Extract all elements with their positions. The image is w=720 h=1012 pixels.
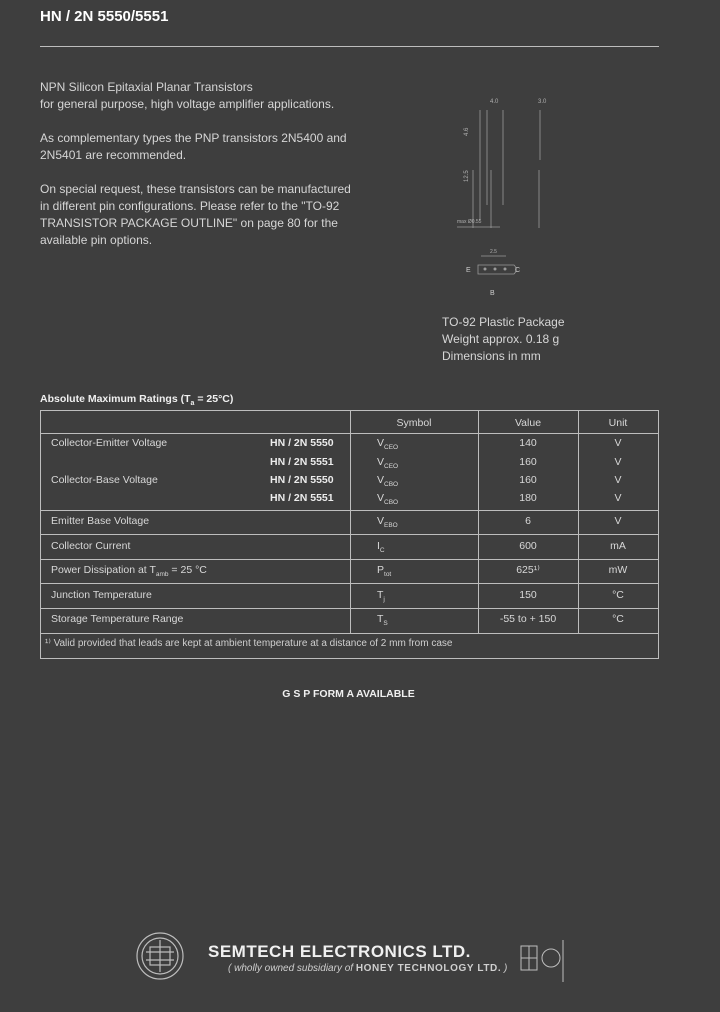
param-text: Power Dissipation at T	[51, 564, 156, 576]
caption-line: Dimensions in mm	[442, 349, 541, 363]
row-symbol	[377, 564, 391, 578]
param-sub: amb	[155, 571, 169, 579]
row-type: HN / 2N 5551	[270, 456, 334, 468]
row-value: 6	[525, 515, 531, 527]
intro-line: As complementary types the PNP transistors 2N5400 and	[40, 131, 347, 145]
availability-note: G S P FORM A AVAILABLE	[282, 688, 415, 700]
row-value: 140	[519, 437, 537, 449]
row-param: Junction Temperature	[51, 589, 152, 601]
intro-paragraph-1	[40, 79, 334, 113]
row-symbol	[377, 589, 385, 603]
title-rule	[40, 46, 659, 47]
ratings-title-suffix: = 25°C)	[194, 393, 234, 405]
table-divider	[41, 534, 658, 535]
ratings-table	[40, 410, 659, 659]
page-title: HN / 2N 5550/5551	[40, 8, 169, 25]
semtech-logo-icon	[133, 930, 191, 982]
row-unit: V	[614, 492, 622, 504]
row-param: Emitter Base Voltage	[51, 515, 150, 527]
row-unit: V	[614, 474, 622, 486]
intro-line: 2N5401 are recommended.	[40, 148, 187, 162]
row-value: -55 to + 150	[499, 613, 557, 625]
intro-line: in different pin configurations. Please refer to the "TO-92	[40, 199, 340, 213]
row-symbol	[377, 474, 398, 488]
symbol-letter: T	[377, 589, 384, 601]
table-divider	[41, 510, 658, 511]
symbol-letter: V	[377, 456, 385, 468]
caption-line: TO-92 Plastic Package	[442, 315, 565, 329]
dim-lead-width-label: max Ø0.55	[457, 219, 482, 225]
table-divider	[350, 411, 351, 633]
row-symbol	[377, 540, 385, 554]
row-type: HN / 2N 5551	[270, 492, 334, 504]
dim-side-label: 3.0	[538, 99, 547, 105]
row-param: Collector Current	[51, 540, 131, 552]
table-divider	[41, 559, 658, 560]
ratings-title-prefix: Absolute Maximum Ratings (T	[40, 393, 191, 405]
row-param: Storage Temperature Range	[51, 613, 184, 625]
row-unit: °C	[612, 613, 624, 625]
cert-mark-circle	[542, 949, 560, 967]
intro-line: NPN Silicon Epitaxial Planar Transistors	[40, 80, 253, 94]
symbol-sub: tot	[384, 571, 392, 579]
row-symbol	[377, 515, 398, 529]
package-caption	[442, 314, 565, 365]
symbol-sub: EBO	[384, 522, 398, 530]
row-value: 180	[519, 492, 537, 504]
symbol-letter: V	[377, 437, 385, 449]
row-unit: V	[614, 456, 622, 468]
row-unit: °C	[612, 589, 624, 601]
subsidiary-note	[228, 963, 507, 974]
param-suffix: = 25 °C	[168, 564, 207, 576]
row-symbol	[377, 456, 398, 470]
dim-pitch-label: 2.5	[490, 249, 497, 255]
symbol-letter: V	[377, 515, 385, 527]
table-divider	[41, 633, 658, 634]
table-divider	[41, 583, 658, 584]
col-header-value: Value	[514, 417, 542, 429]
row-param: Collector-Emitter Voltage	[51, 437, 168, 449]
subsidiary-prefix: ( wholly owned subsidiary of	[228, 963, 356, 974]
caption-line: Weight approx. 0.18 g	[442, 332, 560, 346]
pin-dot	[484, 268, 487, 271]
table-divider	[41, 608, 658, 609]
symbol-letter: V	[377, 474, 385, 486]
pin-label-c: C	[515, 267, 521, 274]
dim-height-label: 4.6	[464, 127, 470, 136]
symbol-sub: CEO	[384, 444, 399, 452]
symbol-sub: C	[379, 547, 385, 555]
symbol-sub: S	[383, 620, 388, 628]
dim-width-label: 4.0	[490, 99, 499, 105]
symbol-letter: V	[377, 492, 385, 504]
row-unit: V	[614, 437, 622, 449]
intro-line: TRANSISTOR PACKAGE OUTLINE" on page 80 for the	[40, 216, 338, 230]
intro-line: for general purpose, high voltage amplifier applications.	[40, 97, 335, 111]
ratings-title-sub: a	[190, 400, 195, 408]
symbol-sub: CEO	[384, 463, 399, 471]
col-header-unit: Unit	[608, 417, 628, 429]
row-type: HN / 2N 5550	[270, 437, 334, 449]
row-value: 160	[519, 456, 537, 468]
pin-dot	[504, 268, 507, 271]
row-value: 600	[519, 540, 537, 552]
symbol-letter: P	[377, 564, 385, 576]
row-symbol	[377, 437, 398, 451]
pin-label-e: E	[466, 267, 471, 274]
row-param: Collector-Base Voltage	[51, 474, 158, 486]
subsidiary-suffix: )	[501, 963, 508, 974]
row-value: 160	[519, 474, 537, 486]
intro-paragraph-3	[40, 181, 351, 249]
certification-marks-icon	[515, 938, 567, 986]
dim-lead-length-label: 12.5	[464, 170, 470, 182]
intro-paragraph-2	[40, 130, 347, 164]
row-type: HN / 2N 5550	[270, 474, 334, 486]
row-value: 150	[519, 589, 537, 601]
row-symbol	[377, 613, 388, 627]
symbol-letter: T	[377, 613, 384, 625]
row-value: 625¹⁾	[516, 564, 540, 576]
col-header-symbol: Symbol	[396, 417, 432, 429]
symbol-letter: I	[377, 540, 380, 552]
to92-package-drawing	[440, 90, 580, 305]
row-unit: V	[614, 515, 622, 527]
row-symbol	[377, 492, 398, 506]
subsidiary-name: HONEY TECHNOLOGY LTD.	[355, 963, 502, 974]
table-footnote: ¹⁾ Valid provided that leads are kept at ambient temperature at a distance of 2 mm from case	[45, 638, 453, 649]
pin-dot	[494, 268, 497, 271]
company-name: SEMTECH ELECTRONICS LTD.	[208, 942, 471, 961]
table-divider	[41, 433, 658, 434]
ratings-title	[40, 393, 233, 407]
symbol-sub: j	[383, 596, 385, 604]
row-param	[51, 564, 207, 578]
row-unit: mA	[610, 540, 626, 552]
symbol-sub: CBO	[384, 481, 399, 489]
intro-line: available pin options.	[40, 233, 153, 247]
pin-label-b: B	[490, 290, 495, 297]
row-unit: mW	[608, 564, 628, 576]
intro-line: On special request, these transistors can be manufactured	[40, 182, 351, 196]
symbol-sub: CBO	[384, 499, 399, 507]
